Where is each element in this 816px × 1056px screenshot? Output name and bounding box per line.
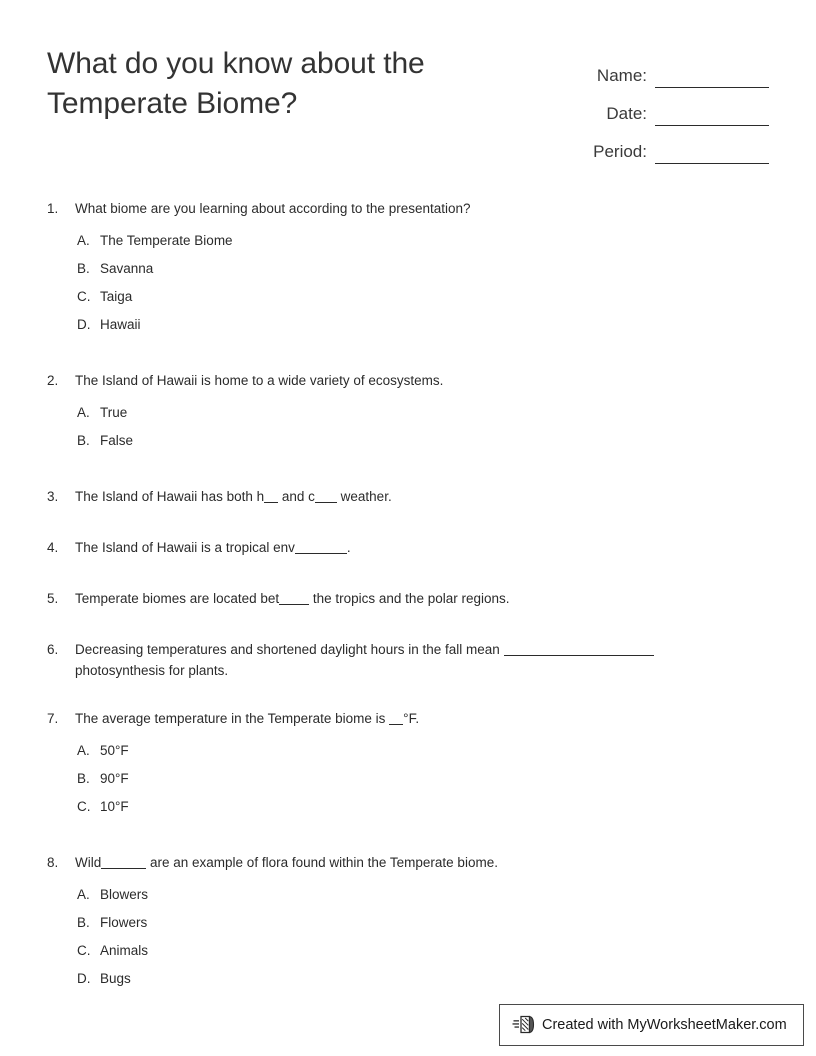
option-label: 50°F bbox=[100, 743, 129, 758]
question-text-before: The Island of Hawaii is a tropical env bbox=[75, 540, 295, 555]
option-label: Hawaii bbox=[100, 317, 141, 332]
question-options bbox=[77, 231, 769, 343]
fill-in-blank[interactable] bbox=[504, 643, 654, 656]
date-field-input[interactable] bbox=[655, 106, 769, 126]
option-item[interactable] bbox=[77, 315, 769, 343]
option-label: Animals bbox=[100, 943, 149, 958]
question-options bbox=[77, 403, 769, 459]
spacer bbox=[47, 343, 769, 370]
fill-in-blank[interactable] bbox=[279, 592, 309, 605]
question-number: 4. bbox=[47, 540, 59, 555]
option-letter: D. bbox=[77, 317, 91, 332]
question-number: 2. bbox=[47, 373, 59, 388]
question-number: 6. bbox=[47, 642, 59, 657]
option-label: Taiga bbox=[100, 289, 133, 304]
option-item[interactable] bbox=[77, 797, 769, 825]
option-item[interactable] bbox=[77, 969, 769, 997]
spacer bbox=[47, 558, 769, 588]
option-label: True bbox=[100, 405, 128, 420]
question-text bbox=[75, 588, 769, 609]
name-field-input[interactable] bbox=[655, 68, 769, 88]
question-number: 7. bbox=[47, 711, 59, 726]
date-field-label: Date: bbox=[606, 104, 647, 123]
question-text bbox=[75, 486, 769, 507]
question-text-after: photosynthesis for plants. bbox=[75, 663, 229, 678]
option-item[interactable] bbox=[77, 741, 769, 769]
question-item bbox=[47, 639, 769, 681]
option-letter: B. bbox=[77, 261, 90, 276]
period-field-row bbox=[509, 126, 769, 164]
option-label: False bbox=[100, 433, 134, 448]
spacer bbox=[47, 681, 769, 708]
option-letter: D. bbox=[77, 971, 91, 986]
question-text-middle: and c bbox=[278, 489, 315, 504]
option-item[interactable] bbox=[77, 941, 769, 969]
question-item bbox=[47, 852, 769, 997]
option-label: Bugs bbox=[100, 971, 131, 986]
question-number: 5. bbox=[47, 591, 59, 606]
spacer bbox=[47, 507, 769, 537]
option-label: 90°F bbox=[100, 771, 129, 786]
option-item[interactable] bbox=[77, 885, 769, 913]
questions-list bbox=[47, 198, 769, 997]
question-item bbox=[47, 370, 769, 459]
option-item[interactable] bbox=[77, 287, 769, 315]
question-text-before: The Island of Hawaii has both h bbox=[75, 489, 265, 504]
option-label: 10°F bbox=[100, 799, 129, 814]
period-field-label: Period: bbox=[593, 142, 647, 161]
fill-in-blank[interactable] bbox=[295, 541, 347, 554]
date-field-row bbox=[509, 88, 769, 126]
option-item[interactable] bbox=[77, 913, 769, 941]
fill-in-blank[interactable] bbox=[101, 856, 146, 869]
option-item[interactable] bbox=[77, 259, 769, 287]
question-text-before: Temperate biomes are located bet bbox=[75, 591, 280, 606]
option-label: Savanna bbox=[100, 261, 154, 276]
page-title: What do you know about the Temperate Biome? bbox=[47, 47, 425, 120]
question-options bbox=[77, 885, 769, 997]
option-letter: A. bbox=[77, 233, 90, 248]
option-letter: A. bbox=[77, 887, 90, 902]
option-item[interactable] bbox=[77, 431, 769, 459]
option-letter: C. bbox=[77, 943, 91, 958]
question-number: 8. bbox=[47, 855, 59, 870]
question-number: 3. bbox=[47, 489, 59, 504]
question-options bbox=[77, 741, 769, 825]
fill-in-blank[interactable] bbox=[264, 490, 278, 503]
option-letter: B. bbox=[77, 771, 90, 786]
option-letter: B. bbox=[77, 433, 90, 448]
option-letter: B. bbox=[77, 915, 90, 930]
student-info-fields bbox=[509, 50, 769, 164]
question-text bbox=[75, 639, 769, 681]
period-field-input[interactable] bbox=[655, 144, 769, 164]
spacer bbox=[47, 459, 769, 486]
spacer bbox=[47, 825, 769, 852]
fill-in-blank[interactable] bbox=[315, 490, 337, 503]
option-letter: A. bbox=[77, 743, 90, 758]
option-letter: C. bbox=[77, 289, 91, 304]
question-text-after: the tropics and the polar regions. bbox=[309, 591, 510, 606]
question-text-before: Decreasing temperatures and shortened daylight hours in the fall mean bbox=[75, 642, 500, 657]
option-letter: A. bbox=[77, 405, 90, 420]
option-item[interactable] bbox=[77, 769, 769, 797]
option-item[interactable] bbox=[77, 403, 769, 431]
question-text: What biome are you learning about according to the presentation? bbox=[75, 201, 471, 216]
question-text-after: . bbox=[346, 540, 351, 555]
question-text-before: The average temperature in the Temperate biome is bbox=[75, 711, 390, 726]
created-with-badge[interactable] bbox=[499, 1004, 804, 1046]
option-label: Blowers bbox=[100, 887, 149, 902]
option-letter: C. bbox=[77, 799, 91, 814]
worksheet-maker-logo-icon bbox=[512, 1013, 536, 1037]
question-text-after: °F. bbox=[403, 711, 420, 726]
name-field-row bbox=[509, 50, 769, 88]
question-text-after: weather. bbox=[336, 489, 392, 504]
question-item bbox=[47, 588, 769, 609]
option-item[interactable] bbox=[77, 231, 769, 259]
question-text bbox=[75, 708, 769, 729]
question-item bbox=[47, 537, 769, 558]
question-text-before: Wild bbox=[75, 855, 102, 870]
option-label: The Temperate Biome bbox=[100, 233, 233, 248]
badge-label: Created with MyWorksheetMaker.com bbox=[542, 1017, 787, 1033]
question-text: The Island of Hawaii is home to a wide variety of ecosystems. bbox=[75, 373, 444, 388]
question-text bbox=[75, 537, 769, 558]
name-field-label: Name: bbox=[596, 66, 647, 85]
fill-in-blank[interactable] bbox=[389, 712, 403, 725]
spacer bbox=[47, 609, 769, 639]
question-item bbox=[47, 708, 769, 825]
question-number: 1. bbox=[47, 201, 59, 216]
worksheet-header bbox=[47, 44, 769, 164]
question-text bbox=[75, 852, 769, 873]
question-item bbox=[47, 486, 769, 507]
option-label: Flowers bbox=[100, 915, 148, 930]
question-text-after: are an example of flora found within the Temperate biome. bbox=[146, 855, 498, 870]
question-item bbox=[47, 198, 769, 343]
